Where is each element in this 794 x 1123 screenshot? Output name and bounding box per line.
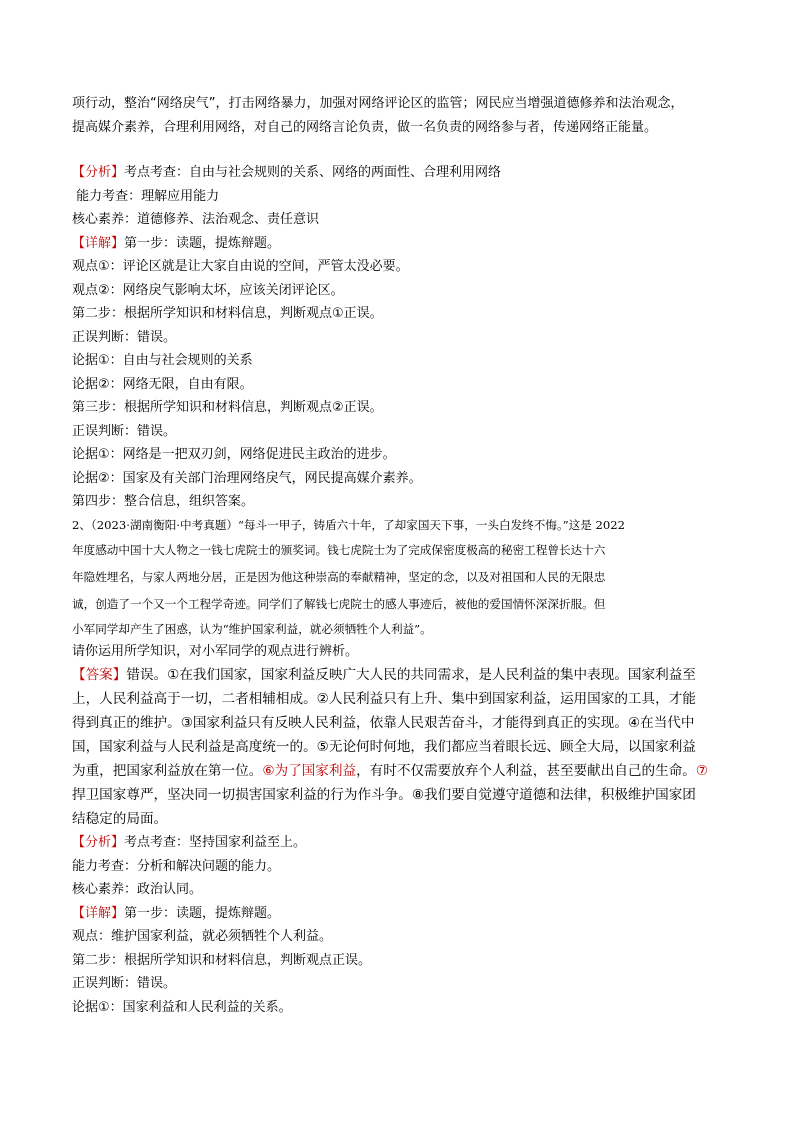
step-line: 第二步：根据所学知识和材料信息，判断观点①正误。 bbox=[72, 306, 383, 321]
detail-step: 第一步：读题，提炼辩题。 bbox=[124, 905, 281, 921]
question-line: 小军同学却产生了困惑，认为“维护国家利益，就必须牺牲个人利益”。 bbox=[72, 621, 432, 636]
answer-line bbox=[72, 663, 724, 687]
question-2 bbox=[72, 514, 724, 640]
answer-text: 为重，把国家利益放在第一位。 bbox=[72, 763, 263, 779]
answer-line: 国，国家利益与人民利益是高度统一的。⑤无论何时何地，我们都应当着眼长远、顾全大局，以国家利益 bbox=[72, 739, 696, 755]
argument-line: 论据②：国家及有关部门治理网络戾气，网民提高媒介素养。 bbox=[72, 470, 422, 486]
core-line: 核心素养：政治认同。 bbox=[72, 882, 203, 897]
question-task: 请你运用所学知识，对小军同学的观点进行辨析。 bbox=[72, 643, 359, 659]
argument-line: 论据①：国家利益和人民利益的关系。 bbox=[72, 999, 292, 1015]
intro-line: 项行动，整治“网络戾气”，打击网络暴力，加强对网络评论区的监管；网民应当增强道德修养和法治观念， bbox=[72, 96, 684, 111]
answer-line bbox=[72, 759, 724, 783]
answer-block bbox=[72, 663, 724, 831]
answer-line: 捍卫国家尊严，坚决同一切损害国家利益的行为作斗争。⑧我们要自觉遵守道德和法律，积极维护国家团 bbox=[72, 787, 696, 803]
spacer bbox=[72, 139, 724, 161]
answer-highlight: ⑥为了国家利益 bbox=[262, 763, 357, 779]
analysis-heading bbox=[72, 161, 724, 185]
core-line: 核心素养：道德修养、法治观念、责任意识 bbox=[72, 212, 320, 227]
question-line: 2、（2023·湖南衡阳·中考真题）“每斗一甲子，铸盾六十年，了却家国天下事，一头白发终不悔。”这是 2022 bbox=[72, 517, 626, 532]
document-page bbox=[72, 92, 724, 1019]
answer-line: 上，人民利益高于一切，二者相辅相成。②人民利益只有上升、集中到国家利益，运用国家的工具，才能 bbox=[72, 691, 696, 707]
ability-line: 能力考查：分析和解决问题的能力。 bbox=[72, 858, 281, 874]
answer-text: 错误。①在我们国家，国家利益反映广大人民的共同需求，是人民利益的集中表现。国家利益至 bbox=[126, 667, 696, 683]
argument-line: 论据①：网络是一把双刃剑，网络促进民主政治的进步。 bbox=[72, 447, 396, 462]
analysis-heading bbox=[72, 831, 724, 855]
analysis-text: 考点考查：自由与社会规则的关系、网络的两面性、合理利用网络 bbox=[124, 165, 502, 180]
detail-step: 第一步：读题，提炼辩题。 bbox=[124, 235, 281, 251]
answer-line: 结稳定的局面。 bbox=[72, 811, 168, 827]
detail-heading bbox=[72, 232, 724, 256]
view-line: 观点①：评论区就是让大家自由说的空间，严管太没必要。 bbox=[72, 259, 409, 274]
question-line: 年隐姓埋名，与家人两地分居，正是因为他这种崇高的奉献精神，坚定的念，以及对祖国和人民的无限忠 bbox=[72, 569, 606, 584]
intro-line: 提高媒介素养，合理利用网络，对自己的网络言论负责，做一名负责的网络参与者，传递网络正能量。 bbox=[72, 119, 658, 135]
view-line: 观点②：网络戾气影响太坏，应该关闭评论区。 bbox=[72, 282, 344, 298]
detail-tag: 【详解】 bbox=[72, 905, 125, 921]
step-line: 第三步：根据所学知识和材料信息，判断观点②正误。 bbox=[72, 400, 383, 415]
argument-line: 论据①：自由与社会规则的关系 bbox=[72, 353, 253, 368]
step-line: 第四步：整合信息，组织答案。 bbox=[72, 494, 255, 509]
judge-line: 正误判断：错误。 bbox=[72, 329, 177, 345]
answer-text: ，有时不仅需要放弃个人利益，甚至要献出自己的生命。 bbox=[356, 763, 696, 779]
judge-line: 正误判断：错误。 bbox=[72, 976, 177, 991]
analysis-tag: 【分析】 bbox=[72, 835, 125, 850]
answer-line: 得到真正的维护。③国家利益只有反映人民利益，依靠人民艰苦奋斗，才能得到真正的实现。④在当代中 bbox=[72, 715, 695, 731]
answer-highlight: ⑦ bbox=[695, 763, 709, 779]
ability-line: 能力考查：理解应用能力 bbox=[72, 188, 220, 204]
answer-tag: 【答案】 bbox=[72, 667, 127, 683]
detail-heading bbox=[72, 902, 724, 926]
judge-line: 正误判断：错误。 bbox=[72, 423, 177, 439]
question-line: 诚，创造了一个又一个工程学奇迹。同学们了解钱七虎院士的感人事迹后，被他的爱国情怀深深折服。但 bbox=[72, 596, 606, 611]
argument-line: 论据②：网络无限，自由有限。 bbox=[72, 376, 253, 392]
detail-tag: 【详解】 bbox=[72, 235, 125, 251]
question-line: 年度感动中国十大人物之一钱七虎院士的颁奖词。钱七虎院士为了完成保密度极高的秘密工程曾长达十六 bbox=[72, 542, 606, 557]
step-line: 第二步：根据所学知识和材料信息，判断观点正误。 bbox=[72, 952, 372, 968]
view-line: 观点：维护国家利益，就必须牺牲个人利益。 bbox=[72, 929, 333, 944]
analysis-tag: 【分析】 bbox=[72, 165, 125, 180]
analysis-text: 考点考查：坚持国家利益至上。 bbox=[124, 835, 307, 850]
